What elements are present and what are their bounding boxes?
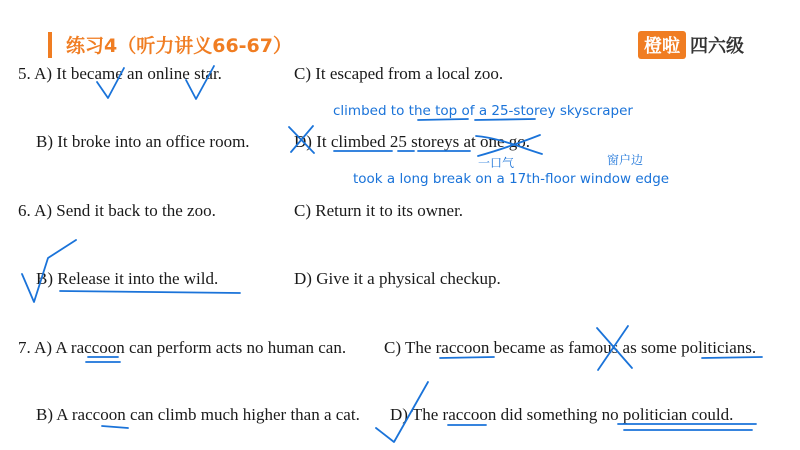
question-6-c: C) Return it to its owner.	[294, 201, 464, 220]
question-7-d: D) The raccoon did something no politician could.	[390, 405, 734, 424]
handwritten-note-climbed: climbed to the top of a 25-storey skyscraper	[333, 103, 633, 119]
question-6-a	[18, 201, 216, 221]
question-5-c: C) It escaped from a local zoo.	[294, 64, 504, 83]
handwritten-note-long-break: took a long break on a 17th-floor window edge	[353, 171, 670, 187]
underline-stroke	[418, 119, 468, 120]
question-6-d: D) Give it a physical checkup.	[294, 269, 501, 288]
brand-logo	[638, 31, 744, 59]
question-5-b: B) It broke into an office room.	[36, 132, 250, 151]
question-number: 5.	[18, 64, 31, 83]
handwritten-note-window-side: 窗户边	[607, 153, 644, 167]
question-7-a	[18, 338, 346, 358]
handwritten-note-yikouqi: 一口气	[478, 156, 515, 170]
brand-box: 橙啦	[638, 31, 686, 59]
question-6-b: B) Release it into the wild.	[36, 269, 219, 288]
page-title: 练习4（听力讲义66-67）	[66, 35, 292, 57]
option-a: A) A raccoon can perform acts no human can.	[34, 338, 347, 357]
option-a: A) Send it back to the zoo.	[34, 201, 216, 220]
question-5-a	[18, 64, 222, 84]
header-accent-bar	[48, 32, 52, 58]
question-5-d: D) It climbed 25 storeys at one go.	[294, 132, 531, 151]
question-number: 6.	[18, 201, 31, 220]
underline-stroke	[475, 119, 535, 120]
question-7-c: C) The raccoon became as famous as some politicians.	[384, 338, 757, 357]
brand-text: 四六级	[690, 36, 744, 57]
underline-stroke	[102, 426, 128, 428]
underline-stroke	[60, 291, 240, 293]
question-number: 7.	[18, 338, 31, 357]
question-7-b: B) A raccoon can climb much higher than a cat.	[36, 405, 360, 424]
option-a: A) It became an online star.	[34, 64, 222, 83]
